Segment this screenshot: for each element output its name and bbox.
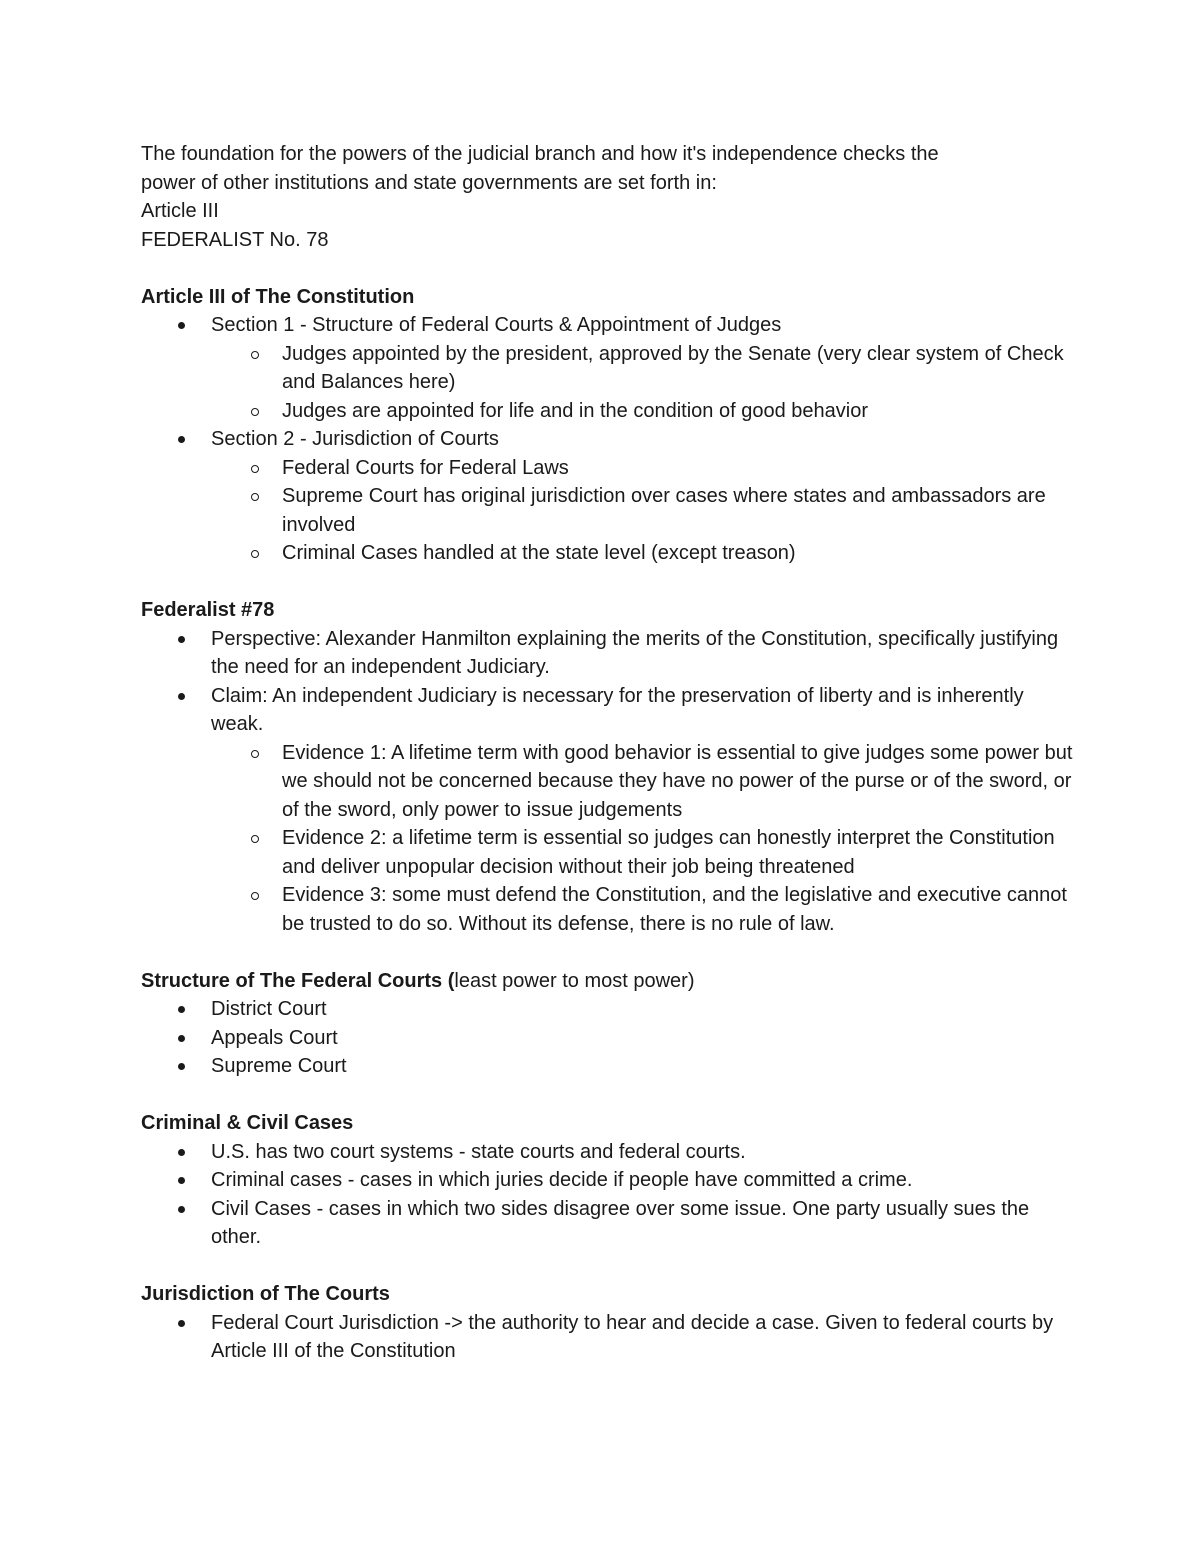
filled-bullet-icon — [178, 436, 185, 443]
sub-list-item-text: Criminal Cases handled at the state level (except treason) — [282, 542, 796, 564]
sub-bullet-list — [211, 739, 1081, 939]
sub-list-item — [211, 881, 1081, 938]
hollow-bullet-icon — [251, 835, 259, 843]
list-item-text: Section 2 - Jurisdiction of Courts — [211, 428, 499, 450]
intro-line: The foundation for the powers of the judicial branch and how it's independence checks the — [141, 143, 939, 165]
hollow-bullet-icon — [251, 750, 259, 758]
heading-normal-part: least power to most power) — [454, 969, 695, 992]
list-item-text: Civil Cases - cases in which two sides disagree over some issue. One party usually sues the other. — [211, 1197, 1030, 1248]
filled-bullet-icon — [178, 322, 185, 329]
list-item-text: Federal Court Jurisdiction -> the authority to hear and decide a case. Given to federal courts by Article III of the Constitution — [211, 1311, 1054, 1362]
sub-list-item-text: Evidence 2: a lifetime term is essential so judges can honestly interpret the Constitution and deliver unpopular decision without their job being threatened — [282, 827, 1055, 878]
list-item — [141, 625, 1081, 682]
list-item — [141, 995, 1081, 1024]
filled-bullet-icon — [178, 1320, 185, 1327]
section-heading: Federalist #78 — [141, 599, 275, 621]
list-item-text: Perspective: Alexander Hanmilton explaining the merits of the Constitution, specifically justifying the need for an independent Judiciary. — [211, 627, 1059, 678]
sub-list-item — [211, 340, 1081, 397]
list-item-text: U.S. has two court systems - state courts and federal courts. — [211, 1140, 746, 1163]
heading-bold-part: Structure of The Federal Courts ( — [141, 969, 455, 992]
hollow-bullet-icon — [251, 408, 259, 416]
cases-section — [141, 1109, 1081, 1252]
bullet-list — [141, 995, 1081, 1081]
list-item-text: District Court — [211, 998, 327, 1020]
sub-bullet-list — [211, 454, 1081, 568]
hollow-bullet-icon — [251, 465, 259, 473]
intro-paragraph — [141, 140, 1081, 254]
sub-list-item — [211, 739, 1081, 825]
section-heading: Jurisdiction of The Courts — [141, 1283, 390, 1305]
list-item — [141, 682, 1081, 939]
intro-line: power of other institutions and state governments are set forth in: — [141, 171, 717, 194]
filled-bullet-icon — [178, 1206, 185, 1213]
sub-list-item — [211, 397, 1081, 426]
intro-line: Article III — [141, 200, 219, 222]
list-item-text: Appeals Court — [211, 1026, 338, 1049]
list-item — [141, 1195, 1081, 1252]
federalist-section — [141, 596, 1081, 938]
section-heading: Criminal & Civil Cases — [141, 1112, 354, 1134]
filled-bullet-icon — [178, 1006, 185, 1013]
list-item — [141, 425, 1081, 568]
article3-section — [141, 283, 1081, 568]
bullet-list — [141, 311, 1081, 568]
filled-bullet-icon — [178, 1149, 185, 1156]
bullet-list — [141, 1309, 1081, 1366]
filled-bullet-icon — [178, 1063, 185, 1070]
jurisdiction-section — [141, 1280, 1081, 1366]
sub-list-item-text: Supreme Court has original jurisdiction over cases where states and ambassadors are involved — [282, 485, 1046, 536]
list-item-text: Claim: An independent Judiciary is necessary for the preservation of liberty and is inherently weak. — [211, 684, 1024, 735]
list-item — [141, 1052, 1081, 1081]
list-item-text: Section 1 - Structure of Federal Courts & Appointment of Judges — [211, 314, 782, 336]
hollow-bullet-icon — [251, 493, 259, 501]
hollow-bullet-icon — [251, 351, 259, 359]
list-item — [141, 1309, 1081, 1366]
section-heading: Article III of The Constitution — [141, 285, 415, 308]
filled-bullet-icon — [178, 1035, 185, 1042]
hollow-bullet-icon — [251, 550, 259, 558]
structure-section — [141, 967, 1081, 1081]
sub-list-item-text: Evidence 1: A lifetime term with good behavior is essential to give judges some power but we should not be concerned because they have no power of the purse or of the sword, or of the sword, only power to issue judgements — [282, 741, 1073, 821]
bullet-list — [141, 625, 1081, 939]
sub-list-item — [211, 482, 1081, 539]
list-item — [141, 1138, 1081, 1167]
bullet-list — [141, 1138, 1081, 1252]
section-heading — [141, 967, 1081, 996]
sub-list-item — [211, 824, 1081, 881]
sub-list-item-text: Judges appointed by the president, approved by the Senate (very clear system of Check and Balances here) — [282, 342, 1064, 393]
sub-list-item-text: Federal Courts for Federal Laws — [282, 456, 569, 479]
sub-bullet-list — [211, 340, 1081, 426]
filled-bullet-icon — [178, 1177, 185, 1184]
filled-bullet-icon — [178, 636, 185, 643]
document-page — [141, 140, 1081, 1366]
hollow-bullet-icon — [251, 892, 259, 900]
sub-list-item-text: Evidence 3: some must defend the Constitution, and the legislative and executive cannot be trusted to do so. Without its defense, there is no rule of law. — [282, 884, 1067, 935]
list-item-text: Supreme Court — [211, 1055, 347, 1077]
list-item-text: Criminal cases - cases in which juries decide if people have committed a crime. — [211, 1169, 913, 1191]
filled-bullet-icon — [178, 693, 185, 700]
sub-list-item-text: Judges are appointed for life and in the condition of good behavior — [282, 399, 868, 422]
list-item — [141, 1024, 1081, 1053]
sub-list-item — [211, 454, 1081, 483]
intro-line: FEDERALIST No. 78 — [141, 228, 329, 251]
sub-list-item — [211, 539, 1081, 568]
list-item — [141, 1166, 1081, 1195]
list-item — [141, 311, 1081, 425]
